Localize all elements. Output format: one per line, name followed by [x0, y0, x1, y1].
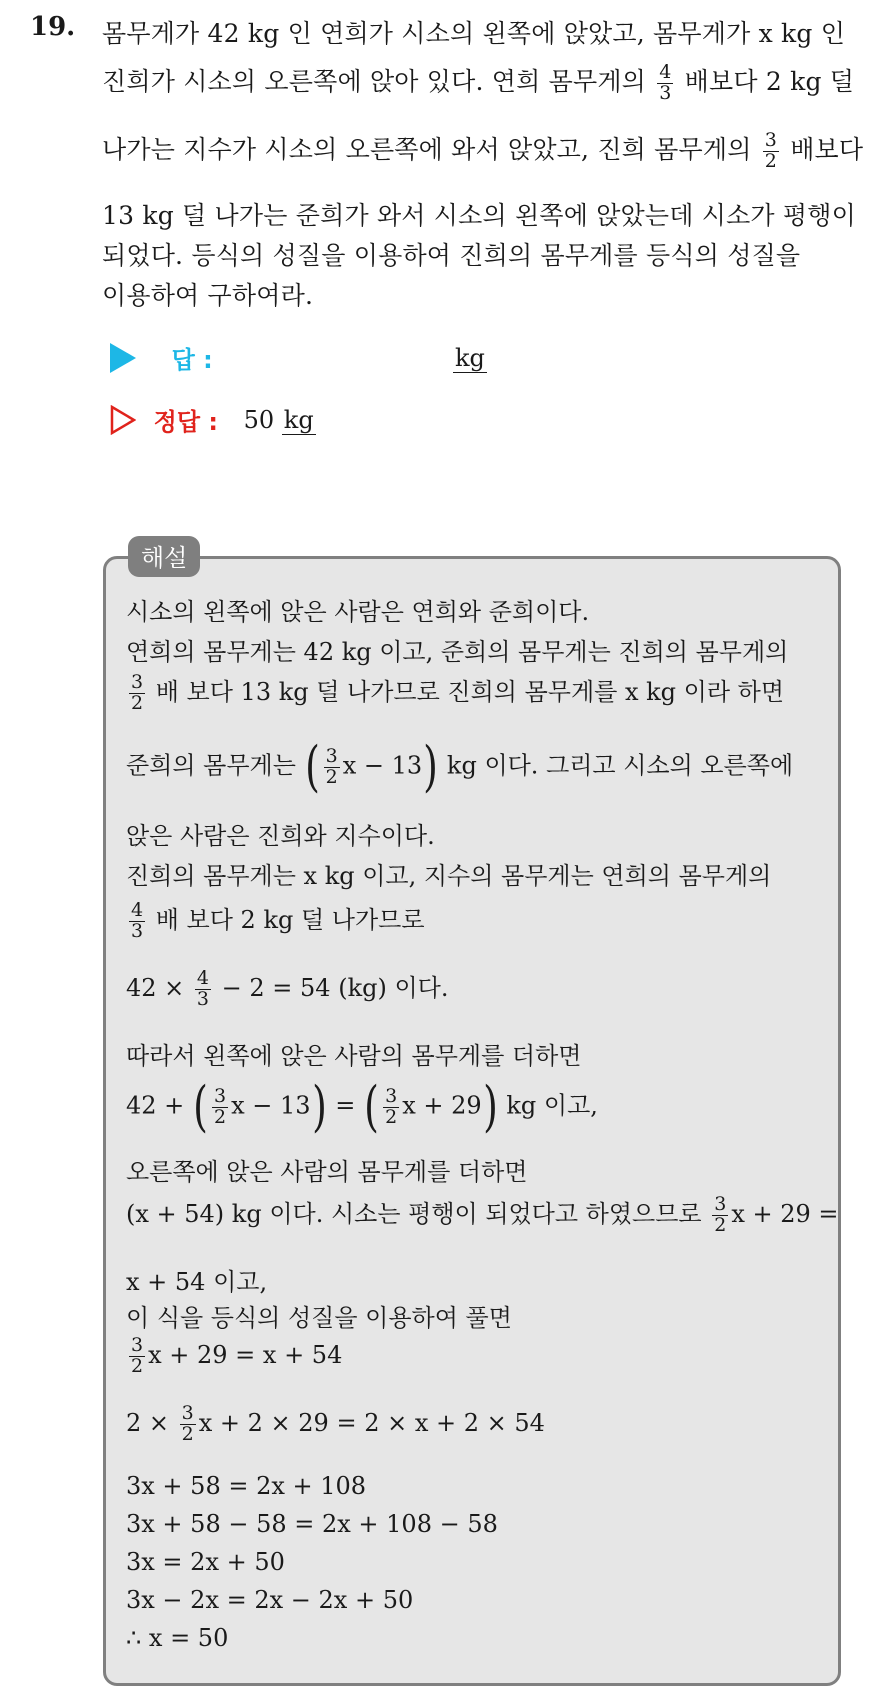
solution-line-19: 3x = 2x + 50: [126, 1548, 285, 1576]
solution-line-13: x + 54 이고,: [126, 1268, 268, 1296]
question-line-3-text-a: 나가는 지수가 시소의 오른쪽에 와서 앉았고, 진희 몸무게의: [102, 135, 752, 164]
solution-line-8: [126, 968, 448, 1010]
answer-unit-blank[interactable]: kg: [455, 344, 485, 372]
question-line-4: 13 kg 덜 나가는 준희가 와서 시소의 왼쪽에 앉았는데 시소가 평행이: [102, 201, 856, 230]
solution-line-12: [126, 1194, 839, 1236]
answer-row: [110, 340, 213, 375]
frac-den: 2: [385, 1105, 398, 1128]
expr: x + 29: [402, 1091, 482, 1120]
text: kg 이고,: [506, 1091, 598, 1120]
text: x + 29 =: [731, 1200, 839, 1228]
frac-den: 2: [214, 1105, 227, 1128]
correct-answer-row: [110, 402, 316, 437]
solution-line-15: [126, 1336, 342, 1377]
text: x + 2 × 29 = 2 × x + 2 × 54: [198, 1408, 545, 1437]
fraction: [712, 1195, 728, 1236]
question-line-3: [102, 130, 863, 172]
right-paren: ): [482, 1075, 498, 1138]
outline-arrow-icon: [110, 405, 136, 435]
question-line-1: 몸무게가 42 kg 인 연희가 시소의 왼쪽에 앉았고, 몸무게가 x kg 인: [102, 19, 846, 48]
equals: =: [335, 1091, 356, 1120]
left-paren: (: [193, 1075, 208, 1138]
solution-line-1: 시소의 왼쪽에 앉은 사람은 연희와 준희이다.: [126, 598, 590, 626]
frac-den: 2: [131, 1354, 144, 1377]
solution-line-20: 3x − 2x = 2x − 2x + 50: [126, 1586, 414, 1614]
question-line-2: [102, 62, 854, 104]
frac-den: 2: [764, 150, 778, 172]
correct-value: 50: [243, 405, 275, 434]
frac-num: 4: [196, 967, 210, 990]
right-paren: ): [423, 735, 439, 798]
frac-num: 3: [214, 1084, 227, 1107]
question-fraction-4-3: [657, 63, 673, 104]
question-line-5: 되었다. 등식의 성질을 이용하여 진희의 몸무게를 등식의 성질을: [102, 241, 801, 270]
solution-line-4: [126, 735, 794, 798]
solution-line-3: [126, 672, 784, 714]
solution-line-9: 따라서 왼쪽에 앉은 사람의 몸무게를 더하면: [126, 1042, 582, 1070]
text: 배 보다 13 kg 덜 나가므로 진희의 몸무게를 x kg 이라 하면: [155, 678, 785, 706]
text: 2 ×: [126, 1408, 170, 1437]
frac-num: 3: [385, 1084, 398, 1107]
frac-num: 3: [131, 1334, 144, 1356]
expr: x − 13: [342, 751, 423, 780]
text: 배 보다 2 kg 덜 나가므로: [155, 906, 425, 934]
solution-line-5: 앉은 사람은 진희와 지수이다.: [126, 822, 435, 850]
correct-unit: kg: [283, 405, 314, 434]
question-number: 19.: [30, 12, 76, 42]
expr: x − 13: [231, 1091, 311, 1120]
text: − 2 = 54 (kg) 이다.: [221, 974, 449, 1002]
question-line-2-text-b: 배보다 2 kg 덜: [684, 67, 855, 96]
frac-den: 2: [181, 1422, 194, 1445]
fraction: [324, 744, 340, 788]
fraction: [195, 969, 211, 1010]
frac-num: 3: [764, 129, 778, 152]
solution-line-17: 3x + 58 = 2x + 108: [126, 1472, 367, 1500]
solution-line-6: 진희의 몸무게는 x kg 이고, 지수의 몸무게는 연희의 몸무게의: [126, 862, 772, 890]
fraction: [180, 1404, 196, 1445]
fraction: [129, 673, 145, 714]
frac-den: 2: [131, 692, 144, 714]
frac-num: 3: [325, 744, 338, 767]
text: (x + 54) kg 이다. 시소는 평행이 되었다고 하였으므로: [126, 1200, 702, 1228]
frac-den: 2: [714, 1214, 727, 1236]
right-paren: ): [311, 1075, 327, 1138]
frac-den: 2: [325, 765, 338, 788]
solution-line-16: [126, 1404, 545, 1445]
solution-line-14: 이 식을 등식의 성질을 이용하여 풀면: [126, 1304, 512, 1332]
solution-tag: 해설: [128, 536, 200, 577]
correct-answer-label: 정답 :: [153, 408, 218, 436]
solution-line-10: [126, 1075, 598, 1138]
left-paren: (: [364, 1075, 379, 1138]
fraction: [129, 901, 145, 942]
fraction: [212, 1084, 228, 1128]
solution-line-18: 3x + 58 − 58 = 2x + 108 − 58: [126, 1510, 498, 1538]
frac-num: 3: [131, 671, 144, 694]
question-fraction-3-2: [763, 131, 779, 172]
question-line-6: 이용하여 구하여라.: [102, 281, 314, 310]
text: 42 ×: [126, 974, 185, 1002]
answer-label: 답 :: [171, 346, 213, 374]
fraction: [129, 1336, 145, 1377]
fraction: [383, 1084, 399, 1128]
text: kg 이다. 그리고 시소의 오른쪽에: [446, 751, 794, 780]
text: x + 29 = x + 54: [148, 1340, 343, 1369]
correct-answer-value: [244, 406, 316, 434]
play-arrow-icon: [110, 343, 136, 373]
frac-den: 3: [196, 988, 210, 1010]
left-paren: (: [304, 735, 320, 798]
frac-num: 4: [131, 899, 144, 922]
solution-line-21: ∴ x = 50: [126, 1624, 229, 1652]
frac-num: 4: [659, 61, 672, 84]
frac-den: 3: [131, 920, 144, 942]
text: 42 +: [126, 1091, 185, 1120]
frac-num: 3: [714, 1193, 727, 1216]
question-line-2-text-a: 진희가 시소의 오른쪽에 앉아 있다. 연희 몸무게의: [102, 67, 647, 96]
frac-num: 3: [181, 1402, 194, 1424]
solution-line-11: 오른쪽에 앉은 사람의 몸무게를 더하면: [126, 1158, 528, 1186]
solution-line-2: 연희의 몸무게는 42 kg 이고, 준희의 몸무게는 진희의 몸무게의: [126, 638, 789, 666]
question-line-3-text-b: 배보다: [790, 135, 864, 164]
text: 준희의 몸무게는: [126, 751, 296, 780]
frac-den: 3: [659, 82, 672, 104]
solution-line-7: [126, 900, 425, 942]
